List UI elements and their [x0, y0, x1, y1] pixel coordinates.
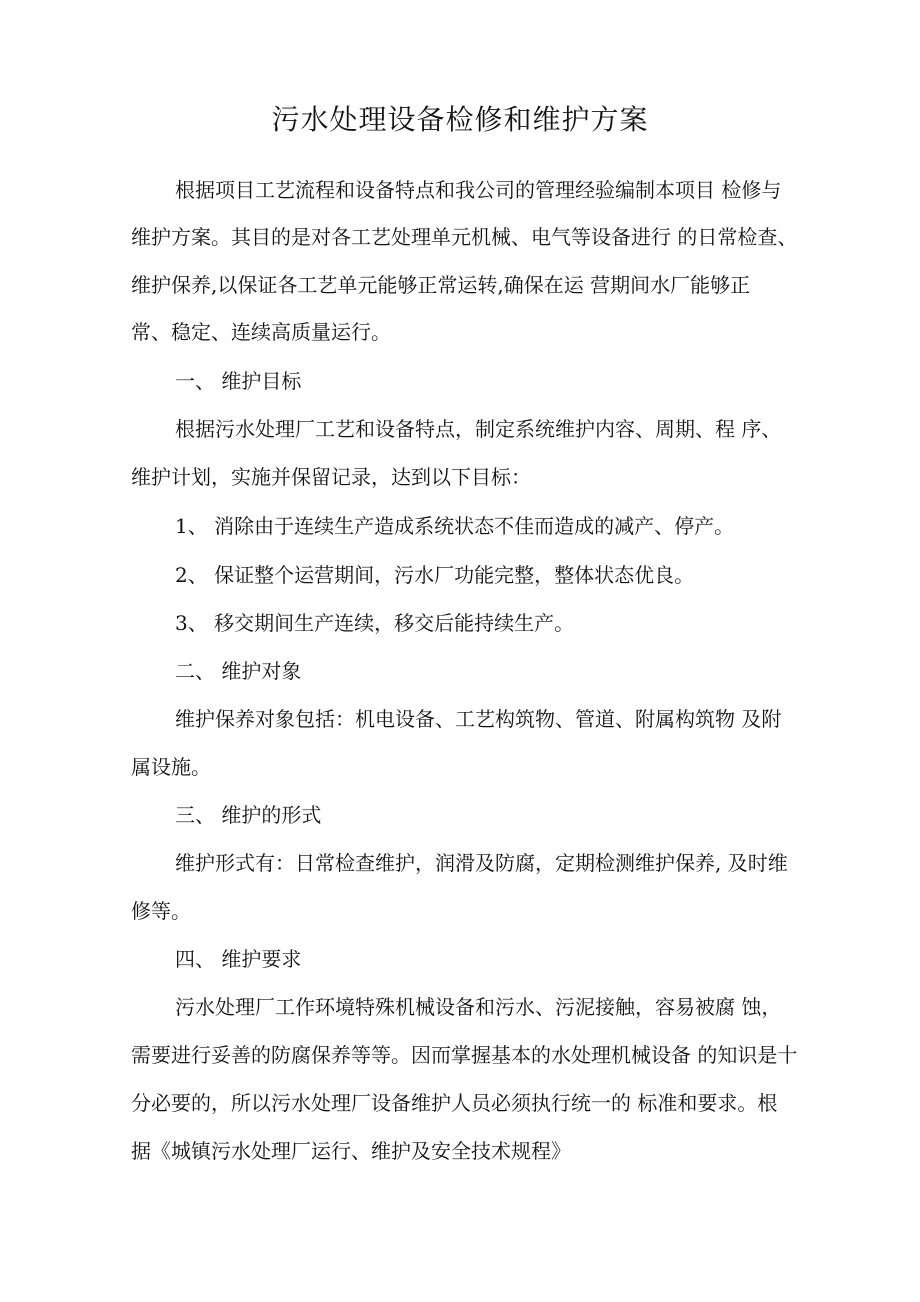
- paragraph-line: 根据项目工艺流程和设备特点和我公司的管理经验编制本项目 检修与: [175, 178, 782, 202]
- paragraph-line: 属设施。: [131, 755, 211, 779]
- paragraph-line: 修等。: [131, 899, 191, 923]
- paragraph-line: 维护形式有：日常检查维护，润滑及防腐，定期检测维护保养, 及时维: [175, 851, 788, 875]
- document-title: 污水处理设备检修和维护方案: [271, 103, 649, 136]
- paragraph-line: 需要进行妥善的防腐保养等等。因而掌握基本的水处理机械设备 的知识是十: [131, 1043, 798, 1067]
- section-heading: 二、 维护对象: [175, 659, 302, 683]
- paragraph-line: 据《城镇污水处理厂运行、维护及安全技术规程》: [131, 1139, 571, 1163]
- paragraph-line: 维护保养对象包括：机电设备、工艺构筑物、管道、附属构筑物 及附: [175, 707, 782, 731]
- paragraph-line: 维护计划，实施并保留记录，达到以下目标：: [131, 465, 531, 489]
- section-heading: 一、 维护目标: [175, 369, 302, 393]
- paragraph-line: 污水处理厂工作环境特殊机械设备和污水、污泥接触，容易被腐 蚀，: [175, 995, 782, 1019]
- paragraph-line: 分必要的，所以污水处理厂设备维护人员必须执行统一的 标准和要求。根: [131, 1091, 778, 1115]
- paragraph-line: 维护方案。其目的是对各工艺处理单元机械、电气等设备进行 的日常检查、: [131, 225, 798, 249]
- paragraph-line: 维护保养,以保证各工艺单元能够正常运转,确保在运 营期间水厂能够正: [131, 273, 751, 297]
- section-heading: 四、 维护要求: [175, 947, 302, 971]
- section-heading: 三、 维护的形式: [175, 803, 322, 827]
- list-item: 2、 保证整个运营期间，污水厂功能完整，整体状态优良。: [175, 563, 695, 587]
- paragraph-line: 根据污水处理厂工艺和设备特点，制定系统维护内容、周期、程 序、: [175, 417, 782, 441]
- paragraph-line: 常、稳定、连续高质量运行。: [131, 320, 391, 344]
- list-item: 3、 移交期间生产连续，移交后能持续生产。: [175, 611, 575, 635]
- list-item: 1、 消除由于连续生产造成系统状态不佳而造成的减产、停产。: [175, 514, 735, 538]
